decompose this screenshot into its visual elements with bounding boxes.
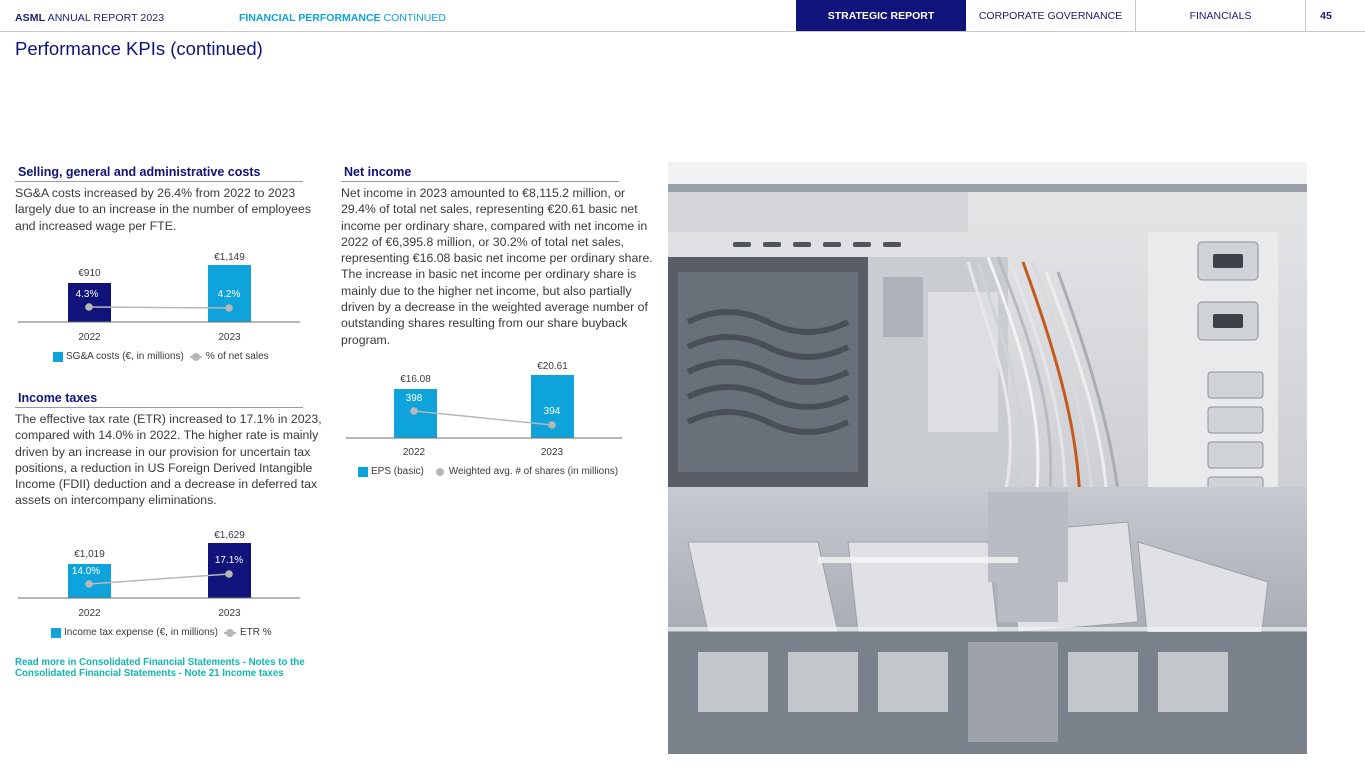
tax-xtick-2023: 2023 [218,608,241,619]
eps-legend-bar-label: EPS (basic) [371,466,424,477]
shares-label-2022: 398 [405,393,423,404]
income-taxes-heading: Income taxes [15,391,303,408]
section-label: FINANCIAL PERFORMANCE CONTINUED [239,12,446,24]
eps-legend-line-label: Weighted avg. # of shares (in millions) [448,466,619,477]
sga-chart [15,246,305,346]
eps-value-2023: €20.61 [537,361,568,372]
tax-value-2023: €1,629 [214,530,245,541]
sga-legend-line-key [190,353,202,361]
eps-xtick-2022: 2022 [402,447,426,458]
eps-legend-bar-swatch [358,467,368,477]
sga-pct-point-2023 [225,304,233,312]
net-income-text: Net income in 2023 amounted to €8,115.2 million, or 29.4% of total net sales, representing €20.61 basic net income per ordinary share, compared with net income in 2022 of €6,395.8 million, or 30.2% of total net sales, representing €16.08 basic net income per ordinary share. The increase in basic net income per ordinary share is mainly due to the higher net income, but also partially driven by a decrease in the weighted average number of outstanding shares resulting from our share buyback program. [341,186,653,347]
tax-legend-line-label: ETR % [239,627,272,638]
sga-pct-point-2022 [85,303,93,311]
tax-etr-point-2022 [85,580,93,588]
tax-xtick-2022: 2022 [78,608,101,619]
sga-legend-bar-label: SG&A costs (€, in millions) [66,351,184,362]
net-income-chart [341,358,631,458]
top-navigation-bar [0,0,1365,32]
tax-etr-2022: 14.0% [71,566,101,577]
net-income-chart-svg [341,358,631,458]
sga-value-2022: €910 [78,268,101,279]
tax-value-2022: €1,019 [74,549,105,560]
income-taxes-text: The effective tax rate (ETR) increased to 17.1% in 2023, compared with 14.0% in 2022. The higher rate is mainly driven by an increase in our provision for uncertain tax positions, a reduction in US Foreign Derived Intangible Income (FDII) deduction and a decrease in deferred tax assets on intercompany eliminations. [15,412,322,508]
eps-legend-dot [436,468,444,476]
report-brand: ASML ANNUAL REPORT 2023 [15,12,165,24]
sga-pct-2023: 4.2% [217,289,241,300]
shares-point-2022 [410,407,418,415]
sga-xtick-2023: 2023 [218,332,241,343]
sga-heading: Selling, general and administrative costs [15,165,303,182]
sga-legend [53,351,269,362]
machine-interior-photo [668,162,1307,754]
sga-chart-svg [15,246,305,346]
nav-financials[interactable]: FINANCIALS [1136,0,1306,31]
sga-legend-line-label: % of net sales [205,351,269,362]
sga-pct-line [89,307,229,308]
tax-legend-bar-label: Income tax expense (€, in millions) [64,627,218,638]
sga-xtick-2022: 2022 [78,332,101,343]
page-title: Performance KPIs (continued) [15,38,263,59]
read-more-link[interactable]: Read more in Consolidated Financial Statements - Notes to the Consolidated Financial Statements - Note 21 Income taxes [15,657,305,679]
tax-etr-2023: 17.1% [214,555,244,566]
machine-photo-illustration [668,162,1307,754]
income-tax-chart-svg [15,522,305,622]
nav-corporate-governance[interactable]: CORPORATE GOVERNANCE [966,0,1136,31]
nav-strategic-report[interactable]: STRATEGIC REPORT [796,0,966,31]
tax-etr-point-2023 [225,570,233,578]
page-number: 45 [1320,9,1332,22]
sga-pct-2022: 4.3% [75,289,99,300]
sga-value-2023: €1,149 [214,252,245,263]
net-income-heading: Net income [341,165,619,182]
sga-legend-bar-swatch [53,352,63,362]
eps-value-2022: €16.08 [400,374,431,385]
income-tax-chart [15,522,305,622]
tax-legend-bar-swatch [51,628,61,638]
eps-xtick-2023: 2023 [540,447,564,458]
tax-legend-line-key [224,629,236,637]
shares-label-2023: 394 [543,406,561,417]
shares-point-2023 [548,421,556,429]
income-tax-legend [51,627,272,638]
sga-text: SG&A costs increased by 26.4% from 2022 to 2023 largely due to an increase in the number of employees and increased wage per FTE. [15,186,311,233]
net-income-legend [358,466,618,477]
